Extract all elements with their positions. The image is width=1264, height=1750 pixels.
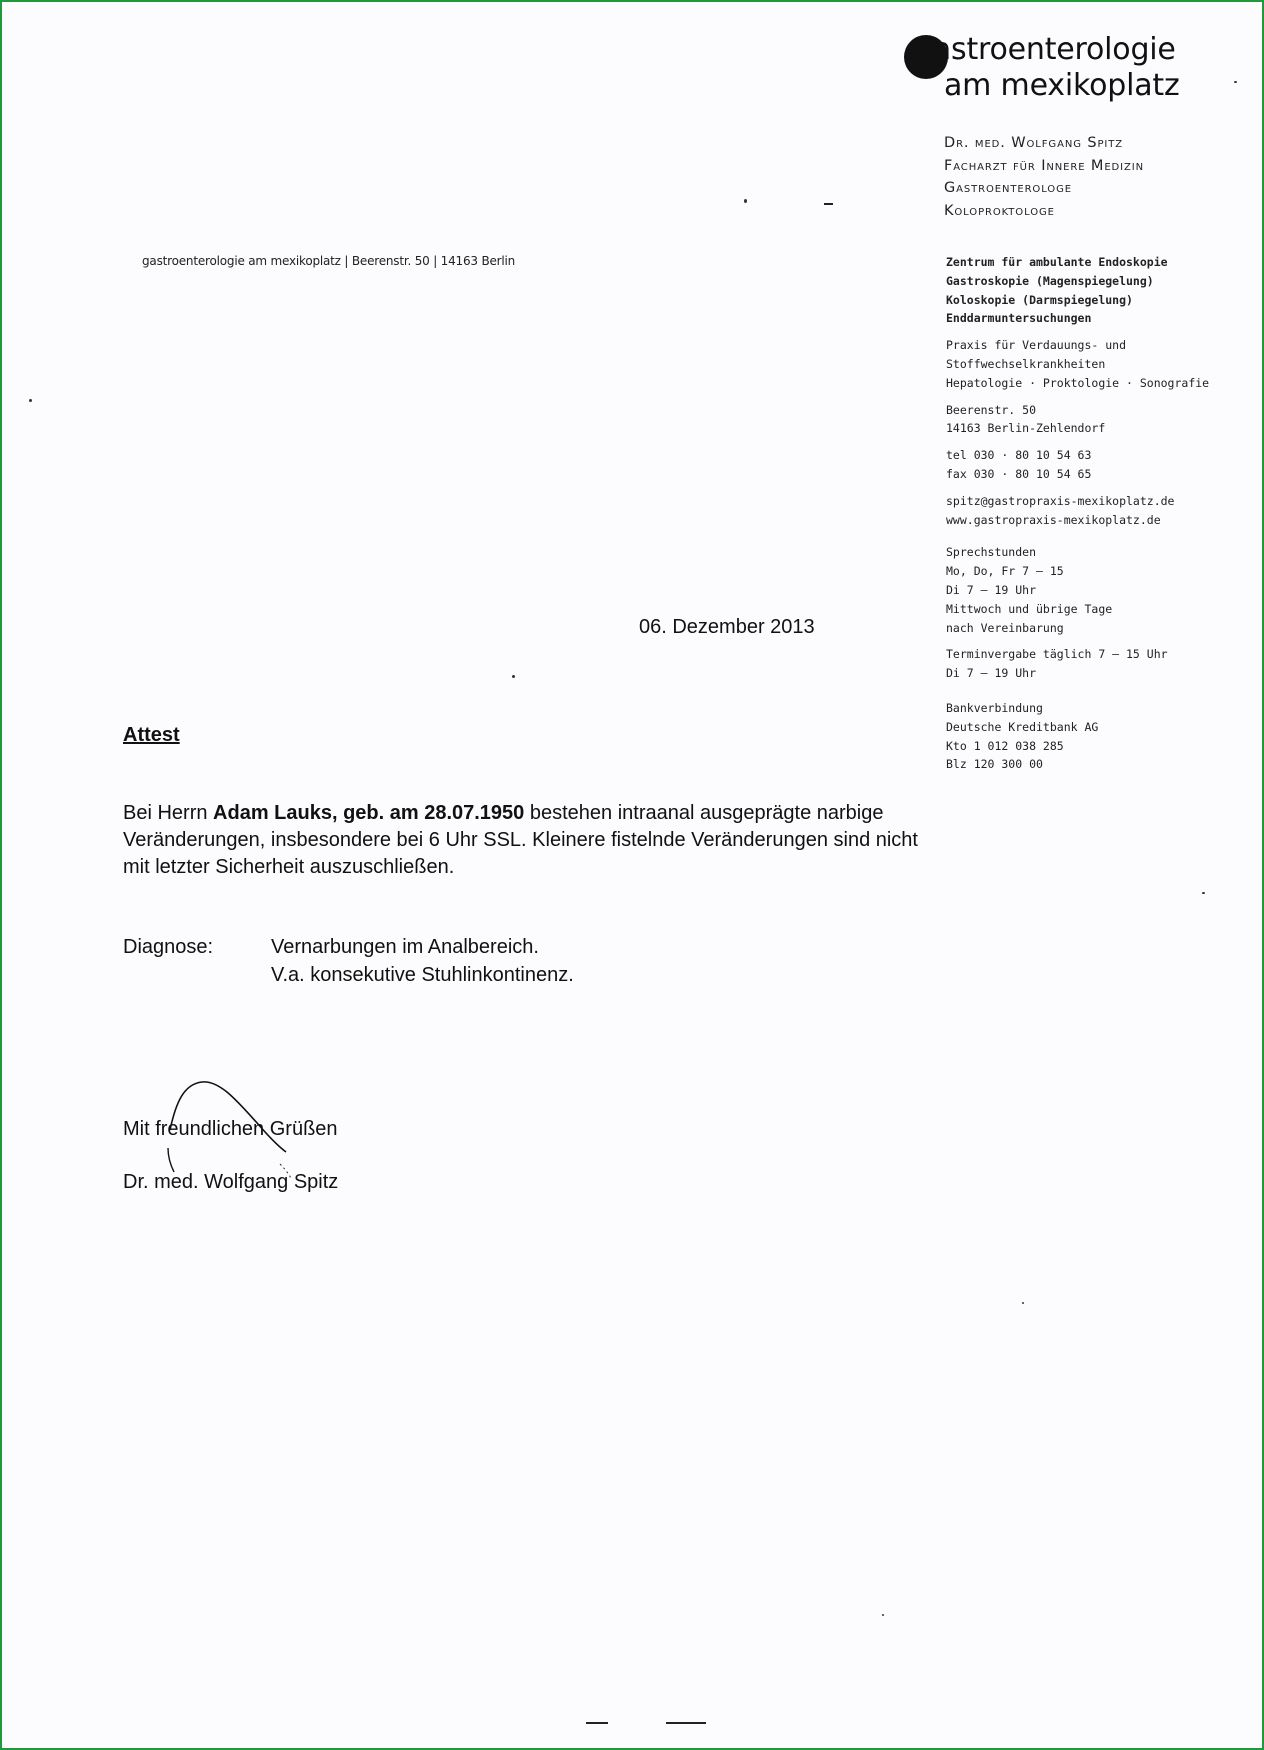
body-line-1 bbox=[123, 800, 1083, 827]
signer-name: Dr. med. Wolfgang Spitz bbox=[123, 1171, 339, 1193]
body-prefix: Bei Herrn bbox=[123, 802, 214, 824]
practice-info-sidebar bbox=[946, 253, 1209, 782]
address-line: Beerenstr. 50 bbox=[946, 402, 1037, 417]
scan-speck bbox=[1234, 81, 1237, 83]
fax-line: fax 030 · 80 10 54 65 bbox=[946, 466, 1092, 481]
hours-line: Di 7 – 19 Uhr bbox=[946, 582, 1037, 597]
address-line: 14163 Berlin-Zehlendorf bbox=[946, 421, 1106, 436]
logo-line-1: gastroenterologie bbox=[904, 32, 1180, 68]
bank-line: Blz 120 300 00 bbox=[946, 757, 1043, 772]
diagnosis-label: Diagnose: bbox=[123, 936, 214, 958]
practice-group bbox=[946, 336, 1209, 392]
bank-line: Kto 1 012 038 285 bbox=[946, 738, 1064, 753]
scan-speck bbox=[666, 1722, 706, 1724]
bank-line: Deutsche Kreditbank AG bbox=[946, 719, 1099, 734]
scan-speck bbox=[512, 675, 515, 678]
closing-salutation: Mit freundlichen Grüßen bbox=[123, 1118, 338, 1140]
scan-speck bbox=[1022, 1302, 1024, 1304]
service-line: Enddarmuntersuchungen bbox=[946, 311, 1092, 326]
body-line-2: Veränderungen, insbesondere bei 6 Uhr SSL. Kleinere fistelnde Veränderungen sind nicht bbox=[123, 829, 918, 851]
hours-line: Mittwoch und übrige Tage bbox=[946, 601, 1113, 616]
scan-speck bbox=[1202, 892, 1205, 894]
doctor-title-gastro: Gastroenterologe bbox=[944, 180, 1072, 196]
bank-line: Bankverbindung bbox=[946, 700, 1043, 715]
hours-line: Sprechstunden bbox=[946, 545, 1037, 560]
scan-speck bbox=[744, 199, 747, 203]
appointments-group bbox=[946, 645, 1209, 683]
doctor-credentials bbox=[944, 132, 1144, 222]
doctor-specialty: Facharzt für Innere Medizin bbox=[944, 157, 1144, 174]
hours-line: nach Vereinbarung bbox=[946, 620, 1064, 635]
appointment-line: Terminvergabe täglich 7 – 15 Uhr bbox=[946, 647, 1168, 662]
bank-group bbox=[946, 699, 1209, 774]
scan-speck bbox=[824, 203, 833, 205]
website-line: www.gastropraxis-mexikoplatz.de bbox=[946, 512, 1161, 527]
web-group bbox=[946, 492, 1209, 530]
logo-line-2: am mexikoplatz bbox=[944, 68, 1180, 103]
scan-speck bbox=[29, 399, 32, 402]
sender-address-line: gastroenterologie am mexikoplatz | Beerenstr. 50 | 14163 Berlin bbox=[142, 254, 516, 268]
diagnosis-line: V.a. konsekutive Stuhlinkontinenz. bbox=[271, 964, 574, 986]
doctor-name: Dr. med. Wolfgang Spitz bbox=[944, 135, 1123, 151]
address-group bbox=[946, 401, 1209, 439]
email-line: spitz@gastropraxis-mexikoplatz.de bbox=[946, 493, 1175, 508]
diagnosis-line: Vernarbungen im Analbereich. bbox=[271, 936, 539, 958]
practice-line: Stoffwechselkrankheiten bbox=[946, 356, 1106, 371]
scan-speck bbox=[882, 1614, 884, 1616]
phone-group bbox=[946, 446, 1209, 484]
practice-line: Praxis für Verdauungs- und bbox=[946, 338, 1127, 353]
services-group bbox=[946, 253, 1209, 328]
service-line: Zentrum für ambulante Endoskopie bbox=[946, 255, 1168, 269]
patient-info: Adam Lauks, geb. am 28.07.1950 bbox=[213, 802, 525, 824]
service-line: Gastroskopie (Magenspiegelung) bbox=[946, 273, 1154, 288]
body-line-3: mit letzter Sicherheit auszuschließen. bbox=[123, 856, 455, 878]
service-line: Koloskopie (Darmspiegelung) bbox=[946, 292, 1133, 307]
letter-title: Attest bbox=[123, 724, 180, 746]
scan-speck bbox=[586, 1722, 608, 1724]
phone-line: tel 030 · 80 10 54 63 bbox=[946, 448, 1092, 463]
hours-group bbox=[946, 543, 1209, 637]
body-line-1-rest: bestehen intraanal ausgeprägte narbige bbox=[524, 802, 884, 824]
practice-logo bbox=[904, 32, 1180, 104]
practice-line: Hepatologie · Proktologie · Sonografie bbox=[946, 375, 1210, 390]
appointment-line: Di 7 – 19 Uhr bbox=[946, 666, 1037, 681]
letter-date: 06. Dezember 2013 bbox=[639, 616, 815, 638]
hours-line: Mo, Do, Fr 7 – 15 bbox=[946, 564, 1064, 579]
letter-body bbox=[123, 800, 1083, 881]
diagnosis-values bbox=[271, 933, 574, 989]
doctor-title-procto: Koloproktologe bbox=[944, 202, 1055, 219]
